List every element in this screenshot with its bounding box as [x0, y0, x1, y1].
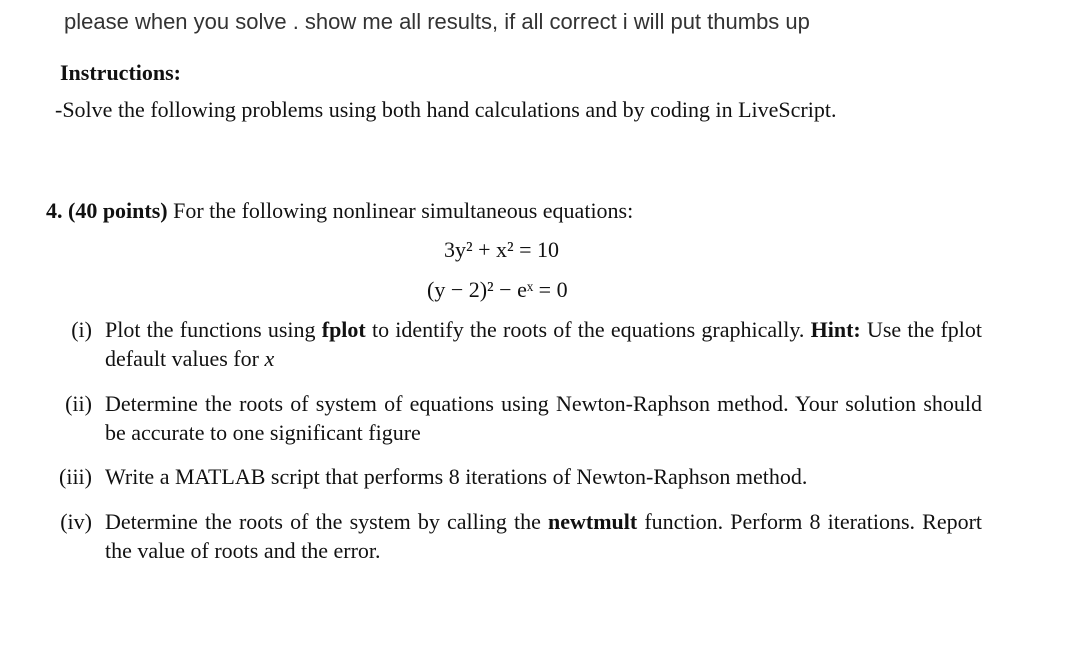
- sub-question-text: function. Perform 8 iterations. Report the value of roots and the error.: [105, 509, 983, 563]
- problem-statement: [46, 198, 633, 224]
- sub-question-text: Determine the roots of the system by calling the: [105, 509, 541, 534]
- problem-points: (40 points): [68, 198, 168, 223]
- equation-1-text: 3y² + x² = 10: [444, 237, 560, 262]
- equation-2: [427, 277, 568, 303]
- sub-question-ii: [65, 389, 982, 447]
- newtmult-keyword: newtmult: [547, 509, 638, 534]
- sub-question-text: Use the fplot default values for: [105, 317, 983, 371]
- sub-question-text: Write a MATLAB script that performs 8 iterations of Newton-Raphson method.: [105, 464, 808, 489]
- sub-question-label: (i): [71, 317, 92, 342]
- sub-question-label: (iii): [59, 464, 92, 489]
- sub-question-label: (ii): [65, 391, 92, 416]
- sub-question-i: [71, 315, 983, 373]
- sub-question-iii: [59, 462, 982, 491]
- instructions-text: -Solve the following problems using both hand calculations and by coding in LiveScript.: [55, 97, 837, 122]
- fplot-keyword: fplot: [321, 317, 366, 342]
- problem-number: 4.: [46, 198, 63, 223]
- variable-x: x: [264, 346, 275, 371]
- sub-question-text: to identify the roots of the equations graphically.: [371, 317, 805, 342]
- equation-2-text: (y − 2)² − eˣ = 0: [427, 277, 568, 302]
- sub-question-label: (iv): [60, 509, 92, 534]
- sub-question-text: Plot the functions using: [105, 317, 316, 342]
- request-text: please when you solve . show me all results, if all correct i will put thumbs up: [64, 9, 810, 34]
- instructions-heading: Instructions:: [60, 60, 182, 85]
- problem-intro: For the following nonlinear simultaneous equations:: [173, 198, 634, 223]
- sub-question-text: Determine the roots of system of equations using Newton-Raphson method. Your solution should be accurate to one significant figure: [105, 391, 982, 445]
- hint-label: Hint:: [810, 317, 861, 342]
- equation-1: [444, 237, 559, 263]
- sub-question-iv: [60, 507, 983, 565]
